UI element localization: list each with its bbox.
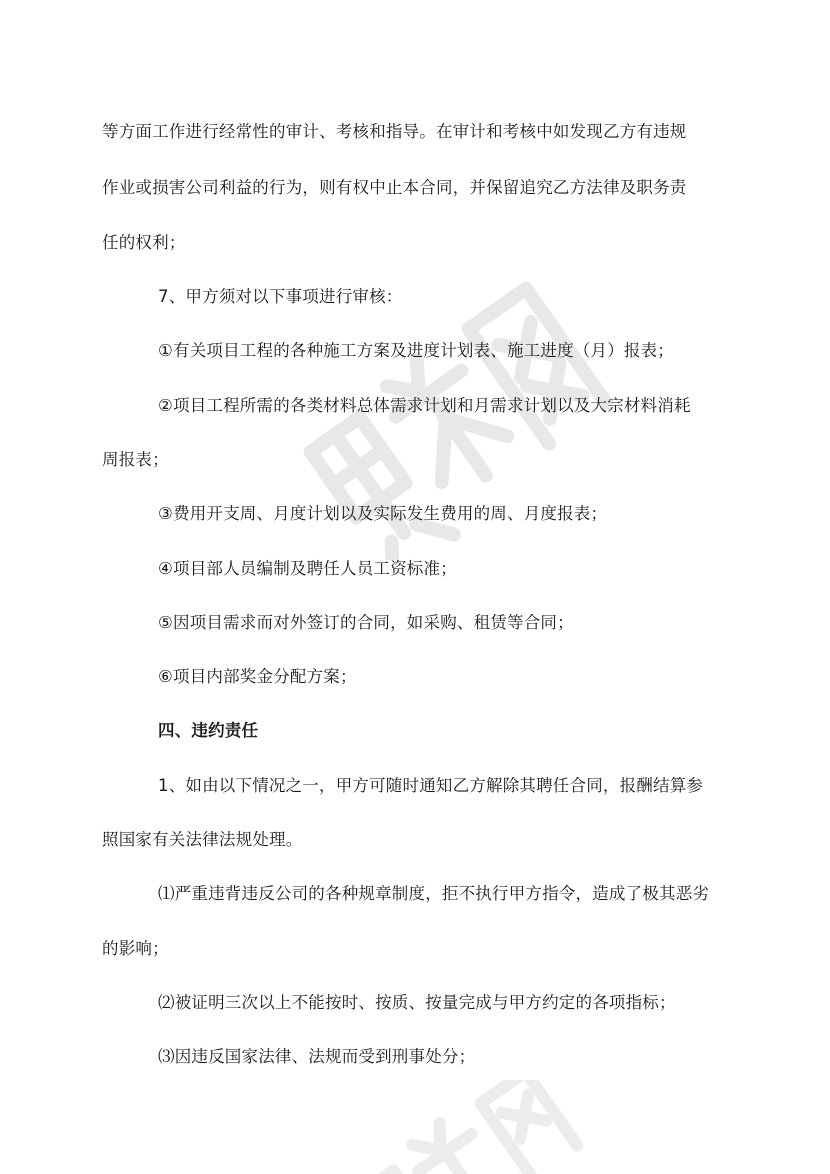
paragraph-line: ③费用开支周、月度计划以及实际发生费用的周、月度报表；	[158, 504, 608, 523]
paragraph-line: 作业或损害公司利益的行为，则有权中止本合同，并保留追究乙方法律及职务责	[102, 178, 687, 197]
paragraph-line: 照国家有关法律法规处理。	[102, 830, 303, 849]
paragraph-line: 的影响；	[102, 939, 169, 958]
section-heading: 四、违约责任	[158, 721, 259, 740]
paragraph-line: 等方面工作进行经常性的审计、考核和指导。在审计和考核中如发现乙方有违规	[102, 122, 687, 141]
paragraph-line: 7、甲方须对以下事项进行审核：	[158, 287, 403, 306]
paragraph-line: 任的权利；	[102, 233, 186, 252]
paragraph-line: ⑴严重违背违反公司的各种规章制度，拒不执行甲方指令，造成了极其恶劣	[158, 884, 710, 903]
paragraph-line: ⑤因项目需求而对外签订的合同，如采购、租赁等合同；	[158, 613, 574, 632]
paragraph-line: 1、如由以下情况之一，甲方可随时通知乙方解除其聘任合同，报酬结算参	[158, 776, 704, 795]
paragraph-line: ⑵被证明三次以上不能按时、按质、按量完成与甲方约定的各项指标；	[158, 993, 676, 1012]
paragraph-line: ①有关项目工程的各种施工方案及进度计划表、施工进度（月）报表；	[158, 341, 674, 360]
paragraph-line: ⑥项目内部奖金分配方案；	[158, 667, 357, 686]
paragraph-line: ⑶因违反国家法律、法规而受到刑事处分；	[158, 1047, 476, 1066]
paragraph-line: ④项目部人员编制及聘任人员工资标准；	[158, 559, 457, 578]
paragraph-line: 周报表；	[102, 450, 169, 469]
paragraph-line: ②项目工程所需的各类材料总体需求计划和月需求计划以及大宗材料消耗	[158, 396, 691, 415]
